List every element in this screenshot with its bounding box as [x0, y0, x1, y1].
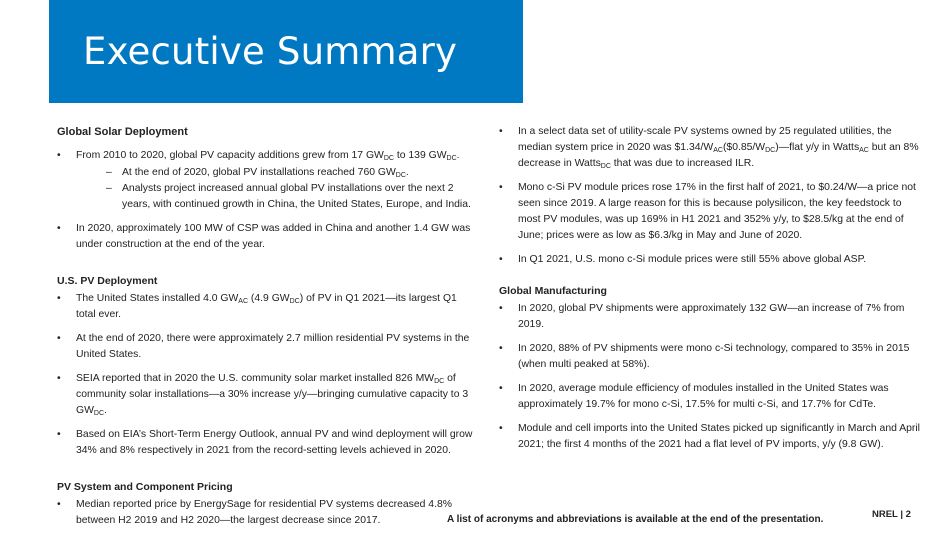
bullet-marker: •	[499, 126, 503, 137]
bullet-marker: •	[57, 429, 61, 440]
bullet-marker: •	[499, 303, 503, 314]
bullet-item: • In 2020, global PV shipments were approximately 132 GW—an increase of 7% from 2019.	[499, 303, 905, 330]
left-column	[57, 124, 477, 537]
bullet-marker: •	[499, 182, 503, 193]
right-column	[499, 124, 924, 461]
dash-marker: –	[106, 183, 112, 194]
section-heading-global-manufacturing: Global Manufacturing	[499, 285, 607, 297]
bullet-item: • In 2020, 88% of PV shipments were mono c-Si technology, compared to 35% in 2015 (when multi peaked at 58%).	[499, 343, 910, 370]
bullet-marker: •	[57, 150, 61, 161]
bullet-marker: •	[57, 223, 61, 234]
bullet-item: • From 2010 to 2020, global PV capacity additions grew from 17 $GW_{DC}$ to 139 $GW_{DC}$. – At the end of 2020, global PV installations reached 760 $GW_{DC}$. – Analysts project increased annual global PV installations over the next 2 years, with continued growth in China, the United States, Europe, and India.	[57, 148, 477, 213]
bullet-item: • Mono c-Si PV module prices rose 17% in the first half of 2021, to $0.24/W—a price not seen since 2019. A large reason for this is because polysilicon, the key feedstock to most PV modules, was up 169% in H1 2021 and 352% y/y, to $28.5/kg at the end of June; prices were as low as $6.3/kg in May and June of 2020.	[499, 182, 916, 241]
bullet-item: • SEIA reported that in 2020 the U.S. community solar market installed 826 $MW_{DC}$ of community solar installations—a 30% increase y/y—bringing cumulative capacity to 3 $GW_{DC}$.	[57, 373, 469, 417]
footer-acronyms-note: A list of acronyms and abbreviations is available at the end of the presentation.	[447, 514, 824, 525]
sub-bullet-item: – Analysts project increased annual global PV installations over the next 2 years, with continued growth in China, the United States, Europe, and India.	[106, 183, 471, 210]
bullet-marker: •	[57, 499, 61, 510]
bullet-marker: •	[499, 423, 503, 434]
bullet-item: • Based on EIA’s Short-Term Energy Outlook, annual PV and wind deployment will grow 34% and 8% respectively in 2021 from the record-setting levels achieved in 2020.	[57, 429, 473, 456]
section-heading-pv-system-pricing: PV System and Component Pricing	[57, 481, 233, 493]
bullet-item: • In 2020, average module efficiency of modules installed in the United States was approximately 19.7% for mono c-Si, 17.5% for multi c-Si, and 17.7% for CdTe.	[499, 383, 889, 410]
bullet-item: • In 2020, approximately 100 MW of CSP was added in China and another 1.4 GW was under construction at the end of the year.	[57, 223, 471, 250]
bullet-item: • At the end of 2020, there were approximately 2.7 million residential PV systems in the United States.	[57, 333, 470, 360]
page-title: Executive Summary	[83, 30, 458, 73]
bullet-item: • The United States installed 4.0 $GW_{AC}$ (4.9 $GW_{DC}$) of PV in Q1 2021—its largest Q1 total ever.	[57, 293, 457, 320]
section-heading-us-pv-deployment: U.S. PV Deployment	[57, 275, 158, 287]
bullet-item: • Median reported price by EnergySage for residential PV systems decreased 4.8% between H2 2019 and H2 2020—the largest decrease since 2017.	[57, 499, 452, 526]
bullet-item: • In a select data set of utility-scale PV systems owned by 25 regulated utilities, the median system price in 2020 was $\$1.34/W_{AC}(\$0.85/W_{DC})—flat$ y/y in Watts$_{AC}$ but an 8% decrease in Watts$_{DC}$ that was due to increased ILR.	[499, 126, 919, 170]
bullet-item: • In Q1 2021, U.S. mono c-Si module prices were still 55% above global ASP.	[499, 252, 924, 268]
bullet-marker: •	[499, 254, 503, 265]
bullet-marker: •	[499, 383, 503, 394]
sub-bullet-item: – At the end of 2020, global PV installations reached 760 $GW_{DC}$.	[106, 167, 409, 179]
bullet-item: • Module and cell imports into the United States picked up significantly in March and April 2021; the first 4 months of the 2021 had a flat level of PV imports, y/y (9.8 GW).	[499, 423, 920, 450]
bullet-marker: •	[57, 373, 61, 384]
section-heading-global-solar-deployment: Global Solar Deployment	[57, 126, 188, 138]
dash-marker: –	[106, 167, 112, 178]
bullet-marker: •	[57, 293, 61, 304]
bullet-marker: •	[499, 343, 503, 354]
footer-page-number: NREL | 2	[872, 509, 911, 520]
bullet-marker: •	[57, 333, 61, 344]
